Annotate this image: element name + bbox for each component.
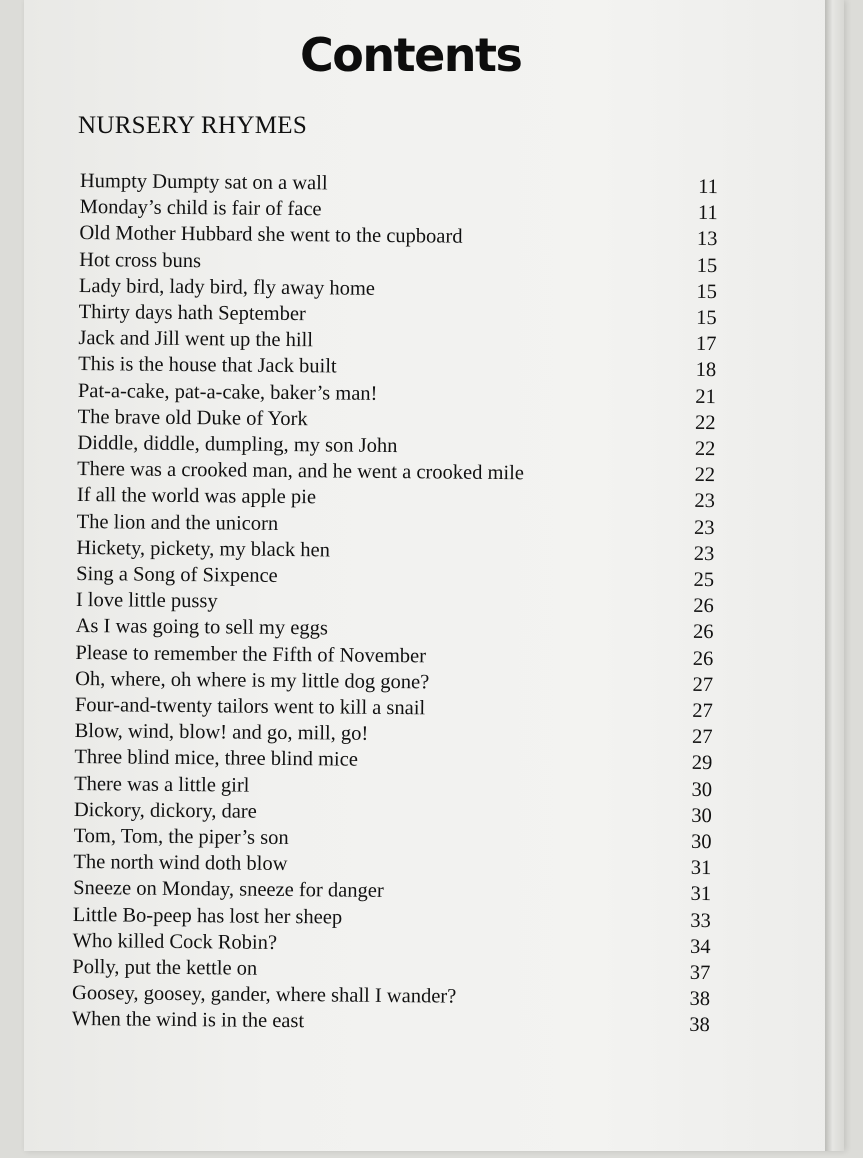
toc-entry-page-number: 23 [694, 490, 715, 513]
toc-entry-title: The lion and the unicorn [76, 510, 279, 535]
toc-entry-title: If all the world was apple pie [76, 484, 317, 509]
toc-entry-page-number: 38 [689, 1014, 710, 1037]
toc-entry-title: Four-and-twenty tailors went to kill a snail [74, 693, 426, 720]
toc-entry-page-number: 26 [693, 621, 714, 644]
toc-entry-title: Three blind mice, three blind mice [74, 746, 358, 772]
toc-entry-page-number: 31 [690, 857, 712, 880]
toc-entry-page-number: 31 [690, 883, 712, 906]
toc-entry-title: As I was going to sell my eggs [75, 615, 328, 640]
toc-entry-page-number: 30 [691, 778, 713, 801]
toc-entry-title: Old Mother Hubbard she went to the cupboard [79, 222, 463, 249]
toc-entry-title: Hickety, pickety, my black hen [76, 536, 331, 562]
toc-entry-title: Tom, Tom, the piper’s son [73, 824, 289, 850]
toc-entry-title: Little Bo-peep has lost her sheep [72, 903, 343, 929]
toc-entry-title: Diddle, diddle, dumpling, my son John [77, 431, 398, 458]
toc-entry-title: When the wind is in the east [71, 1008, 305, 1033]
toc-entry-page-number: 22 [694, 437, 716, 461]
toc-entry-page-number: 26 [693, 595, 714, 618]
toc-entry-page-number: 34 [689, 935, 711, 958]
toc-entry-page-number: 23 [693, 542, 715, 565]
toc-entry-title: Oh, where, oh where is my little dog gone? [75, 667, 430, 694]
toc-entry-page-number: 33 [690, 909, 711, 932]
page-title: Contents [300, 28, 522, 82]
section-heading: NURSERY RHYMES [78, 112, 308, 139]
toc-entry-title: There was a crooked man, and he went a crooked mile [77, 458, 525, 485]
toc-entry-page-number: 18 [695, 359, 717, 382]
toc-entry-title: Please to remember the Fifth of November [75, 641, 427, 667]
toc-entry [72, 1008, 710, 1040]
toc-entry-title: Goosey, goosey, gander, where shall I wander? [72, 982, 457, 1008]
toc-entry-title: The north wind doth blow [73, 851, 288, 876]
toc-entry-page-number: 27 [692, 699, 713, 723]
toc-entry-page-number: 23 [694, 516, 715, 539]
toc-entry-title: Thirty days hath September [78, 300, 306, 326]
toc-entry-page-number: 30 [690, 830, 712, 854]
toc-entry-title: Sing a Song of Sixpence [76, 562, 278, 587]
toc-entry-title: Polly, put the kettle on [72, 955, 258, 980]
toc-entry-page-number: 37 [689, 961, 711, 985]
toc-entry-title: Lady bird, lady bird, fly away home [78, 274, 376, 300]
toc-entry-page-number: 38 [689, 988, 711, 1011]
toc-entry-page-number: 30 [691, 804, 712, 827]
toc-entry-title: I love little pussy [75, 589, 218, 613]
toc-entry-page-number: 15 [696, 254, 718, 277]
toc-entry-title: This is the house that Jack built [78, 353, 337, 378]
toc-entry-title: Hot cross buns [79, 248, 202, 272]
toc-entry-page-number: 13 [696, 228, 718, 251]
toc-entry-title: Pat-a-cake, pat-a-cake, baker’s man! [77, 379, 378, 405]
toc-entry-page-number: 17 [695, 333, 717, 356]
toc-entry-page-number: 15 [696, 306, 717, 330]
toc-entry-page-number: 27 [691, 726, 713, 749]
toc-entry-page-number: 29 [691, 752, 713, 775]
toc-entry-page-number: 26 [692, 647, 714, 670]
toc-entry-title: Humpty Dumpty sat on a wall [79, 170, 328, 195]
toc-entry-page-number: 27 [692, 673, 714, 696]
toc-entry-title: Jack and Jill went up the hill [78, 327, 314, 352]
toc-entry-page-number: 22 [695, 411, 716, 434]
toc-entry-title: Sneeze on Monday, sneeze for danger [73, 877, 384, 903]
toc-entry-title: Who killed Cock Robin? [72, 929, 278, 954]
toc-entry-title: Blow, wind, blow! and go, mill, go! [74, 720, 369, 745]
toc-entry-page-number: 15 [696, 280, 717, 303]
toc-entry-page-number: 21 [695, 385, 716, 408]
toc-entry-title: There was a little girl [74, 772, 250, 797]
toc-entry-title: The brave old Duke of York [77, 405, 308, 430]
toc-entry-title: Dickory, dickory, dare [73, 798, 257, 823]
toc-entry-page-number: 11 [697, 202, 718, 225]
toc-entry-page-number: 25 [693, 568, 715, 592]
toc-entry-page-number: 11 [698, 175, 718, 199]
toc-entry-page-number: 22 [694, 464, 716, 487]
toc-entry-title: Monday’s child is fair of face [79, 196, 322, 221]
